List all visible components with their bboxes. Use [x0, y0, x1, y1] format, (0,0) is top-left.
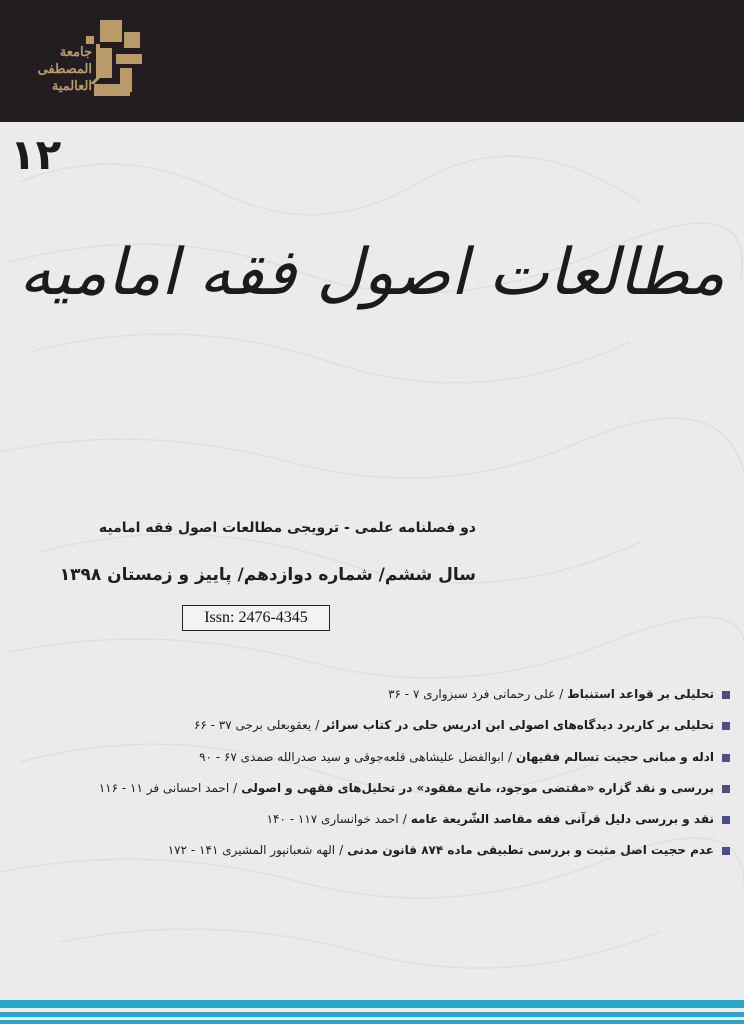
toc-item-3: ادله و مبانی حجیت تسالم فقیهان/ابوالفضل علیشاهی قلعه‌جوقی و سید صدرالله صمدی ۶۷ - ۹۰ — [130, 747, 730, 768]
toc-item-authors: یعقوبعلی برجی ۳۷ - ۶۶ — [193, 718, 312, 733]
toc-item-4: بررسی و نقد گزاره «مقتضی موجود، مانع مفقود» در تحلیل‌های فقهی و اصولی/احمد احسانی فر ۱۱ - ۱۱۶ — [130, 778, 730, 799]
toc-item-6: عدم حجیت اصل مثبت و بررسی تطبیقی ماده ۸۷۴ قانون مدنی/الهه شعبانپور المشیری ۱۴۱ - ۱۷۲ — [130, 840, 730, 861]
table-of-contents — [98, 684, 730, 872]
footer-stripes — [0, 1000, 744, 1024]
toc-item-authors: احمد احسانی فر ۱۱ - ۱۱۶ — [98, 780, 230, 795]
toc-item-authors: علی رحمانی فرد سبزواری ۷ - ۳۶ — [388, 687, 556, 701]
toc-item-5: نقد و بررسی دلیل قرآنی فقه مقاصد الشّریعة عامه/احمد خوانساری ۱۱۷ - ۱۴۰ — [130, 809, 730, 830]
issue-number: ۱۲ — [10, 130, 62, 179]
toc-item-1: تحلیلی بر قواعد استنباط/علی رحمانی فرد سبزواری ۷ - ۳۶ — [130, 684, 730, 705]
toc-item-title: تحلیلی بر قواعد استنباط — [567, 687, 714, 701]
toc-item-2: تحلیلی بر کاربرد دیدگاه‌های اصولی ابن ادریس حلی در کتاب سرائر/یعقوبعلی برجی ۳۷ - ۶۶ — [130, 715, 730, 736]
volume-issue-line: سال ششم/ شماره دوازدهم/ پاییز و زمستان ۱۳۹۸ — [59, 565, 476, 585]
toc-item-title: تحلیلی بر کاربرد دیدگاه‌های اصولی ابن ادریس حلی در کتاب سرائر — [323, 718, 714, 733]
toc-item-title: نقد و بررسی دلیل قرآنی فقه مقاصد الشّریعة عامه — [410, 812, 714, 827]
journal-title: مطالعات اصول فقه امامیه — [19, 236, 725, 310]
toc-item-authors: الهه شعبانپور المشیری ۱۴۱ - ۱۷۲ — [167, 843, 336, 858]
logo-line-2: المصطفى — [37, 62, 92, 77]
bullet-square-icon — [722, 754, 730, 762]
toc-item-authors: احمد خوانساری ۱۱۷ - ۱۴۰ — [266, 812, 399, 827]
toc-item-title: عدم حجیت اصل مثبت و بررسی تطبیقی ماده ۸۷۴ قانون مدنی — [347, 843, 714, 858]
logo-line-3: العالمية — [51, 79, 92, 94]
bullet-square-icon — [722, 816, 730, 824]
bullet-square-icon — [722, 847, 730, 855]
bullet-square-icon — [722, 722, 730, 730]
logo-line-1: جامعة — [59, 45, 92, 60]
toc-item-authors: ابوالفضل علیشاهی قلعه‌جوقی و سید صدرالله صمدی ۶۷ - ۹۰ — [199, 749, 504, 764]
bullet-square-icon — [722, 691, 730, 699]
footer-stripe — [0, 1020, 744, 1024]
issn-box: Issn: 2476-4345 — [182, 605, 330, 631]
toc-item-title: ادله و مبانی حجیت تسالم فقیهان — [516, 749, 714, 764]
journal-subtitle: دو فصلنامه علمی - ترویجی مطالعات اصول فقه امامیه — [98, 520, 476, 536]
footer-stripe — [0, 1000, 744, 1008]
toc-item-title: بررسی و نقد گزاره «مقتضی موجود، مانع مفقود» در تحلیل‌های فقهی و اصولی — [241, 780, 714, 795]
footer-stripe — [0, 1012, 744, 1017]
publisher-logo-text — [24, 44, 92, 95]
bullet-square-icon — [722, 785, 730, 793]
